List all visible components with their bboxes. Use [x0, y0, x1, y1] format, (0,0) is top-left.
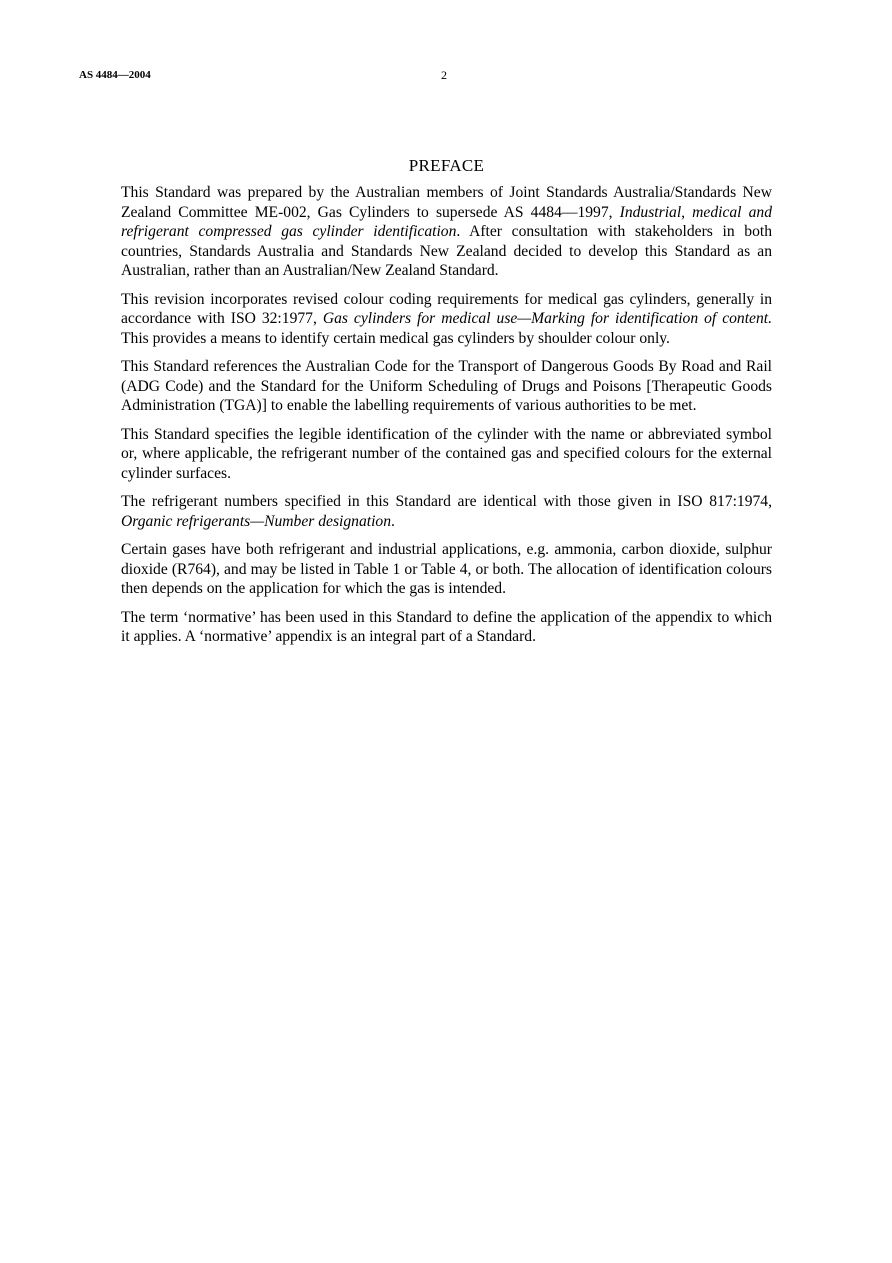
text-run: The refrigerant numbers specified in this Standard are identical with those given in ISO 817:1974, — [121, 493, 772, 510]
text-run: This Standard references the Australian Code for the Transport of Dangerous Goods By Road and Rail (ADG Code) and the Standard for the Uniform Scheduling of Drugs and Poisons [Therapeutic Goods Administration (TGA)] to enable the labelling requirements of various authorities to be met. — [121, 358, 772, 414]
text-run: This Standard specifies the legible identification of the cylinder with the name or abbreviated symbol or, where applicable, the refrigerant number of the contained gas and specified colours for the external cylinder surfaces. — [121, 425, 772, 482]
text-run: Certain gases have both refrigerant and industrial applications, e.g. ammonia, carbon dioxide, sulphur dioxide (R764), and may be listed in Table 1 or Table 4, or both. The allocation of identification colours then depends on the application for which the gas is intended. — [121, 541, 772, 597]
preface-paragraph-5 — [121, 492, 772, 531]
cited-title: Industrial, medical and refrigerant compressed gas cylinder identification — [121, 203, 772, 240]
preface-paragraph-7 — [121, 608, 772, 647]
text-run: This provides a means to identify certain medical gas cylinders by shoulder colour only. — [121, 329, 670, 347]
text-run: This Standard was prepared by the Australian members of Joint Standards Australia/Standards New Zealand Committee ME-002, Gas Cylinders to supersede AS 4484—1997, — [121, 184, 772, 221]
standard-number: AS 4484—2004 — [79, 69, 151, 81]
page-number: 2 — [441, 68, 447, 82]
preface-section — [121, 155, 772, 656]
text-run: This revision incorporates revised colour coding requirements for medical gas cylinders, generally in accordance with ISO 32:1977, — [121, 290, 772, 327]
preface-title: PREFACE — [408, 156, 485, 175]
preface-paragraph-1 — [121, 183, 772, 281]
cited-title: Organic refrigerants—Number designation — [121, 512, 391, 530]
text-run: . — [391, 512, 395, 530]
preface-paragraph-4 — [121, 425, 772, 484]
preface-paragraph-2 — [121, 290, 772, 349]
preface-paragraph-6 — [121, 540, 772, 599]
text-run: . After consultation with stakeholders in both countries, Standards Australia and Standards New Zealand decided to develop this Standard as an Australian, rather than an Australian/New Zealand Standard. — [121, 223, 772, 279]
preface-paragraph-3 — [121, 357, 772, 416]
text-run: The term ‘normative’ has been used in this Standard to define the application of the appendix to which it applies. A ‘normative’ appendix is an integral part of a Standard. — [121, 608, 772, 645]
cited-title: Gas cylinders for medical use—Marking for identification of content. — [322, 310, 772, 327]
